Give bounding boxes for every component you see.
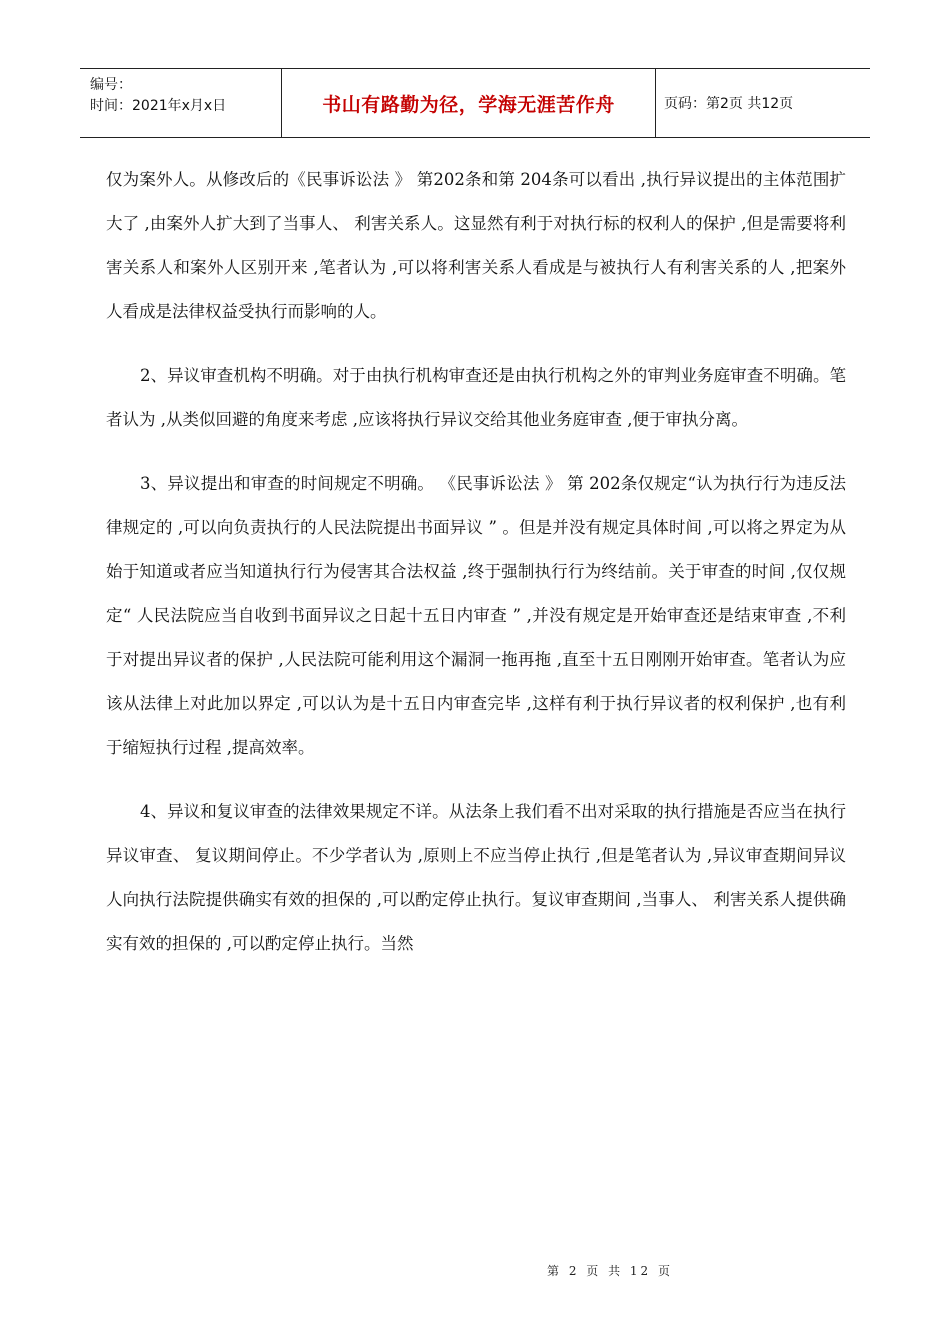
header-page-info: 页码：第2页 共12页 <box>664 96 794 112</box>
number-label: 编号： <box>90 77 132 93</box>
paragraph-4: 4、异议和复议审查的法律效果规定不详。从法条上我们看不出对采取的执行措施是否应当在执行异议审查、 复议期间停止。不少学者认为 ,原则上不应当停止执行 ,但是笔者认为 ,异议审查期间异议人向执行法院提供确实有效的担保的 ,可以酌定停止执行。复议审查期间 ,当事人、 利害关系人提供确实有效的担保的 ,可以酌定停止执行。当然 <box>106 802 846 953</box>
time-label: 时间：2021年x月x日 <box>90 98 227 114</box>
paragraph-2: 2、异议审查机构不明确。对于由执行机构审查还是由执行机构之外的审判业务庭审查不明确。笔者认为 ,从类似回避的角度来考虑 ,应该将执行异议交给其他业务庭审查 ,便于审执分离。 <box>106 366 846 429</box>
paragraph-1: 仅为案外人。从修改后的《民事诉讼法 》 第202条和第 204条可以看出 ,执行异议提出的主体范围扩大了 ,由案外人扩大到了当事人、 利害关系人。这显然有利于对执行标的权利人的保护 ,但是需要将利害关系人和案外人区别开来 ,笔者认为 ,可以将利害关系人看成是与被执行人有利害关系的人 ,把案外人看成是法律权益受执行而影响的人。 <box>106 170 846 321</box>
page-footer <box>0 1262 950 1279</box>
footer-page-number: 第 2 页 共 12 页 <box>547 1264 673 1278</box>
header-motto: 书山有路勤为径，学海无涯苦作舟 <box>282 69 656 137</box>
paragraph-3: 3、异议提出和审查的时间规定不明确。 《民事诉讼法 》 第 202条仅规定“认为执行行为违反法律规定的 ,可以向负责执行的人民法院提出书面异议 ” 。但是并没有规定具体时间 ,可以将之界定为从始于知道或者应当知道执行行为侵害其合法权益 ,终于强制执行行为终结前。关于审查的时间 ,仅仅规定“ 人民法院应当自收到书面异议之日起十五日内审查 ” ,并没有规定是开始审查还是结束审查 ,不利于对提出异议者的保护 ,人民法院可能利用这个漏洞一拖再拖 ,直至十五日刚刚开始审查。笔者认为应该从法律上对此加以界定 ,可以认为是十五日内审查完毕 ,这样有利于执行异议者的权利保护 ,也有利于缩短执行过程 ,提高效率。 <box>106 474 846 757</box>
document-body <box>106 158 846 986</box>
header-meta <box>80 69 282 137</box>
document-header <box>80 68 870 138</box>
